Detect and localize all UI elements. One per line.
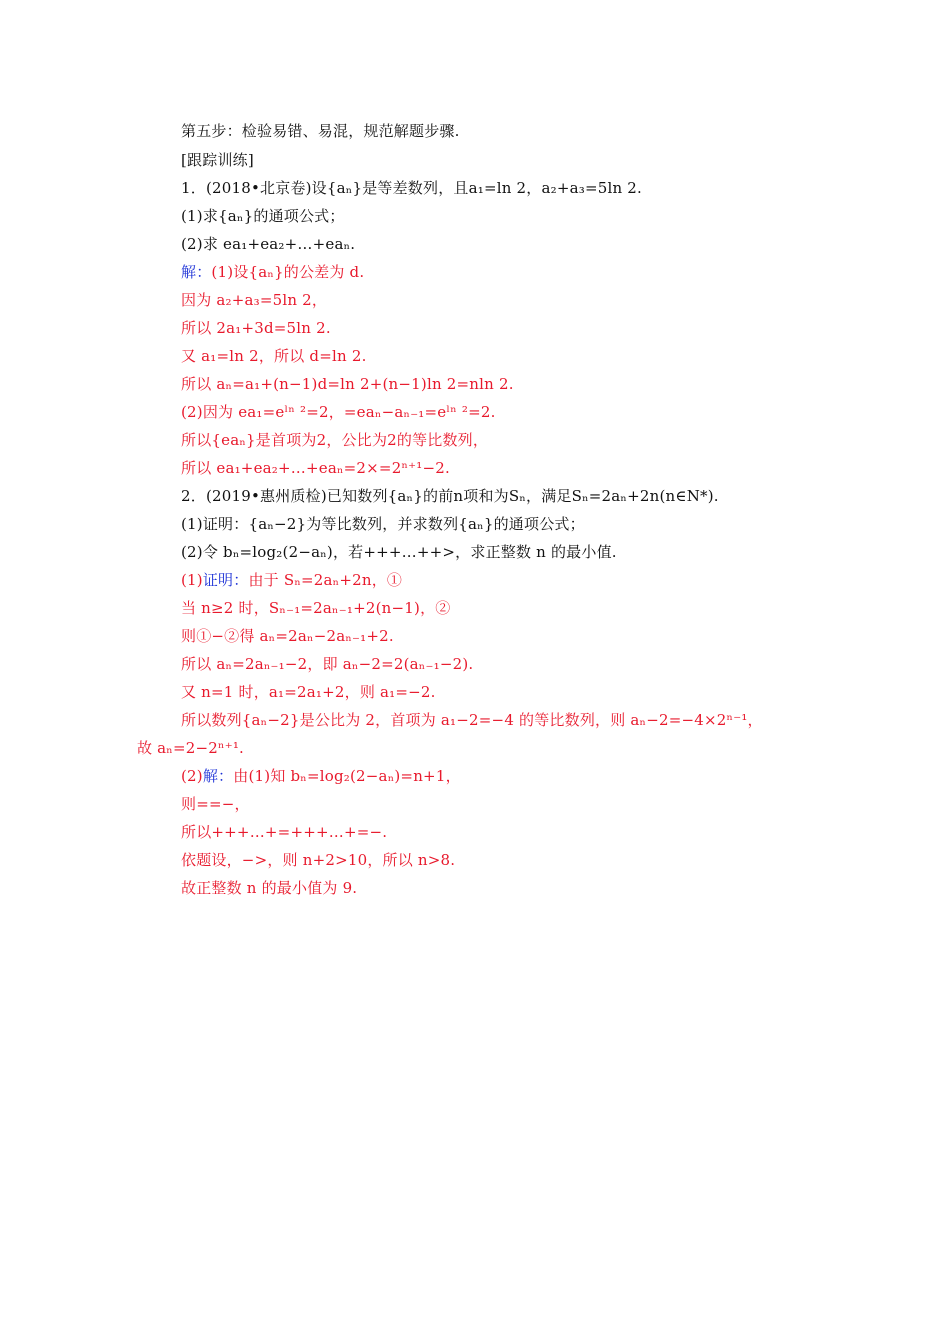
solution2-part2-line: 则==−， — [181, 795, 250, 813]
problem1-part1: (1)求{aₙ}的通项公式； — [181, 207, 345, 225]
problem2-stem: 2．(2019•惠州质检)已知数列{aₙ}的前n项和为Sₙ，满足Sₙ=2aₙ+2n(n∈N*). — [181, 487, 719, 505]
problem2-part1: (1)证明：{aₙ−2}为等比数列，并求数列{aₙ}的通项公式； — [181, 515, 585, 533]
solution1-line: 又 a₁=ln 2，所以 d=ln 2. — [181, 347, 367, 365]
proof-prefix: (1) — [181, 571, 203, 589]
solution1-line — [181, 262, 364, 282]
proof-line: 所以数列{aₙ−2}是公比为 2，首项为 a₁−2=−4 的等比数列，则 aₙ−2=−4×2ⁿ⁻¹， — [181, 711, 763, 729]
solution1-line: 因为 a₂+a₃=5ln 2， — [181, 291, 328, 309]
proof-label: 证明： — [202, 571, 249, 589]
solution-label: 解： — [202, 767, 234, 785]
solution2-part2-line: 所以+++…+=+++…+=−. — [181, 823, 388, 841]
solution1-line: 所以 ea₁+ea₂+…+eaₙ=2×=2ⁿ⁺¹−2. — [181, 459, 450, 477]
solution1-line: 所以{eaₙ}是首项为2，公比为2的等比数列， — [181, 431, 489, 449]
solution2-part2-line: 故正整数 n 的最小值为 9. — [181, 879, 358, 897]
solution-label: 解： — [181, 263, 212, 281]
problem2-part2: (2)令 bₙ=log₂(2−aₙ)，若+++…++>，求正整数 n 的最小值. — [181, 543, 617, 561]
solution1-text: (1)设{aₙ}的公差为 d. — [211, 263, 365, 281]
proof-line: 所以 aₙ=2aₙ₋₁−2，即 aₙ−2=2(aₙ₋₁−2). — [181, 655, 474, 673]
proof-conclusion: 故 aₙ=2−2ⁿ⁺¹. — [137, 739, 245, 757]
proof-text: 由于 Sₙ=2aₙ+2n，① — [248, 571, 403, 589]
proof-line — [181, 570, 402, 590]
proof-line: 当 n≥2 时，Sₙ₋₁=2aₙ₋₁+2(n−1)，② — [181, 599, 451, 617]
solution1-line: 所以 aₙ=a₁+(n−1)d=ln 2+(n−1)ln 2=nln 2. — [181, 375, 514, 393]
part2-text: 由(1)知 bₙ=log₂(2−aₙ)=n+1， — [233, 767, 461, 785]
step-five-text: 第五步：检验易错、易混，规范解题步骤. — [181, 122, 460, 140]
problem1-part2: (2)求 ea₁+ea₂+…+eaₙ. — [181, 235, 356, 253]
solution1-line: (2)因为 ea₁=eˡⁿ ²=2，=eaₙ−aₙ₋₁=eˡⁿ ²=2. — [181, 403, 496, 421]
solution2-part2-line: 依题设，−>，则 n+2>10，所以 n>8. — [181, 851, 456, 869]
solution2-part2-line — [181, 766, 461, 786]
part2-prefix: (2) — [181, 767, 203, 785]
proof-line: 则①−②得 aₙ=2aₙ−2aₙ₋₁+2. — [181, 627, 394, 645]
problem1-stem: 1．(2018•北京卷)设{aₙ}是等差数列，且a₁=ln 2，a₂+a₃=5ln 2. — [181, 179, 643, 197]
proof-line: 又 n=1 时，a₁=2a₁+2，则 a₁=−2. — [181, 683, 436, 701]
solution1-line: 所以 2a₁+3d=5ln 2. — [181, 319, 331, 337]
follow-up-training-heading: [跟踪训练] — [181, 151, 254, 169]
